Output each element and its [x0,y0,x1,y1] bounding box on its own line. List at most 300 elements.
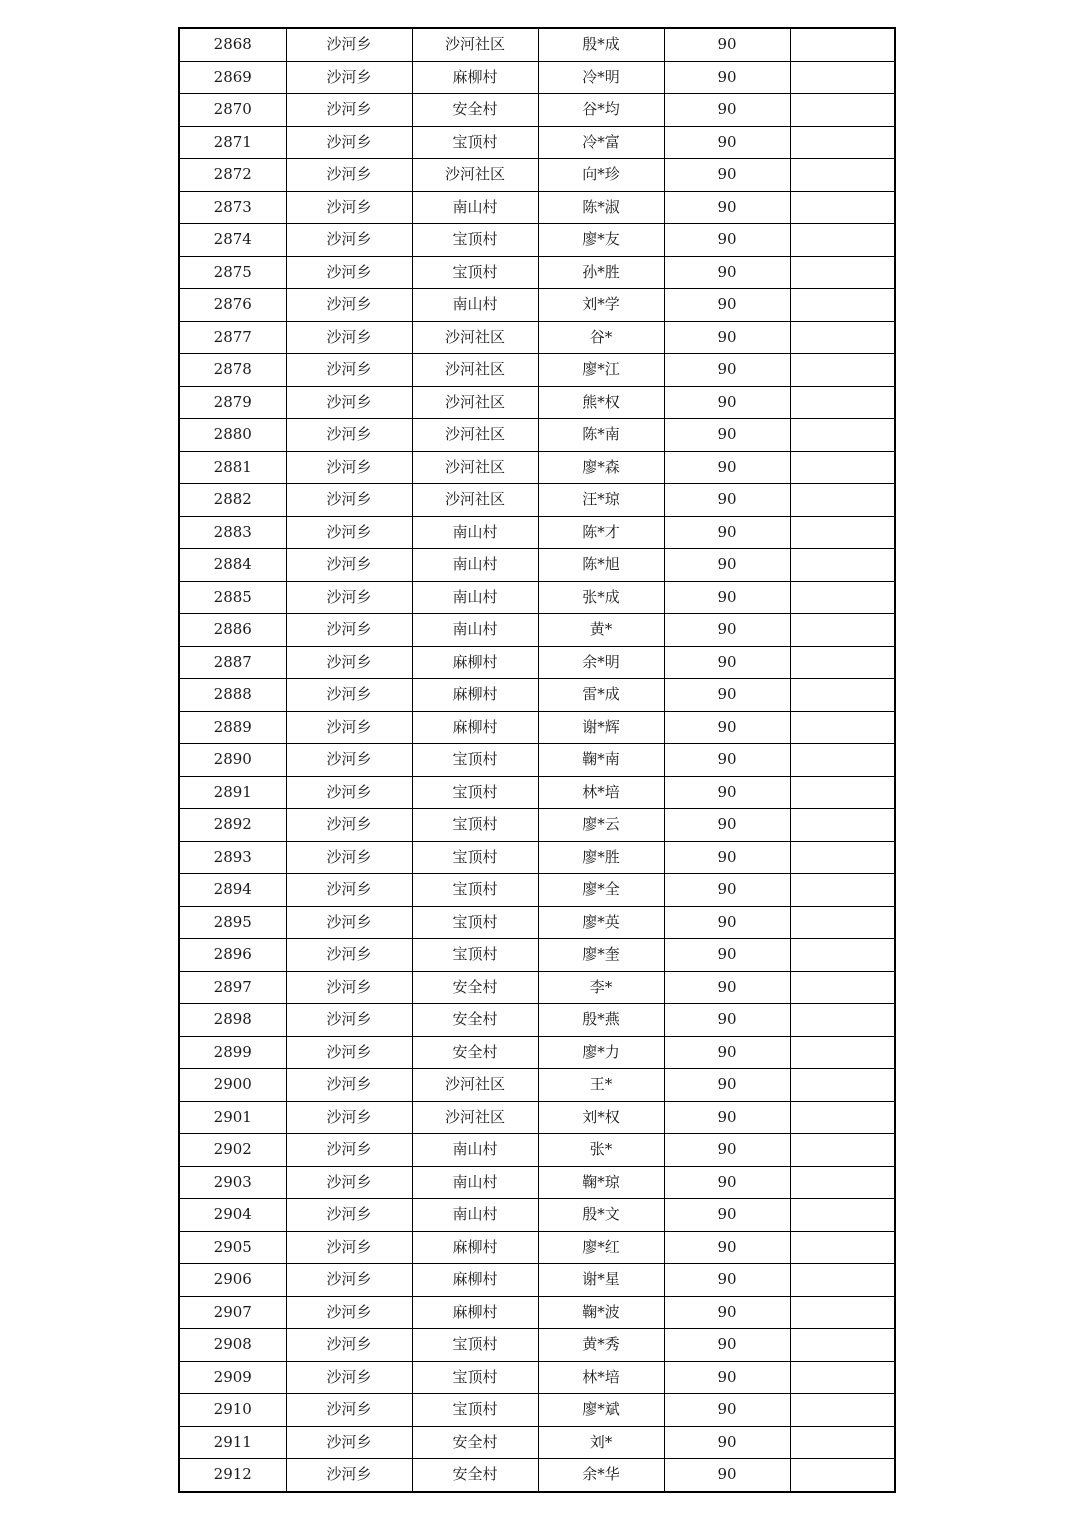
table-row [179,1231,895,1264]
table-row [179,159,895,192]
table-row [179,354,895,387]
cell-number: 2897 [179,971,286,1004]
cell-village: 宝顶村 [412,874,538,907]
cell-remark [790,61,895,94]
cell-amount: 90 [664,874,790,907]
cell-number: 2876 [179,289,286,322]
cell-number: 2871 [179,126,286,159]
cell-remark [790,1329,895,1362]
table-row [179,1426,895,1459]
cell-name: 刘*学 [538,289,664,322]
cell-amount: 90 [664,516,790,549]
cell-name: 刘* [538,1426,664,1459]
table-row [179,94,895,127]
table-row [179,61,895,94]
cell-village: 沙河社区 [412,354,538,387]
cell-village: 麻柳村 [412,711,538,744]
cell-name: 谷* [538,321,664,354]
table-row [179,1134,895,1167]
cell-remark [790,581,895,614]
cell-township: 沙河乡 [286,906,412,939]
cell-amount: 90 [664,451,790,484]
cell-amount: 90 [664,1166,790,1199]
cell-remark [790,224,895,257]
table-row [179,874,895,907]
cell-name: 鞠*波 [538,1296,664,1329]
cell-remark [790,939,895,972]
cell-township: 沙河乡 [286,744,412,777]
cell-remark [790,1296,895,1329]
cell-name: 廖*全 [538,874,664,907]
cell-name: 冷*富 [538,126,664,159]
cell-remark [790,711,895,744]
cell-remark [790,386,895,419]
table-row [179,744,895,777]
cell-township: 沙河乡 [286,776,412,809]
cell-amount: 90 [664,549,790,582]
table-row [179,1394,895,1427]
cell-name: 鞠*南 [538,744,664,777]
cell-amount: 90 [664,386,790,419]
cell-name: 廖*英 [538,906,664,939]
cell-remark [790,28,895,61]
cell-number: 2901 [179,1101,286,1134]
cell-name: 冷*明 [538,61,664,94]
table-row [179,289,895,322]
cell-name: 黄* [538,614,664,647]
cell-amount: 90 [664,289,790,322]
cell-village: 沙河社区 [412,321,538,354]
cell-number: 2906 [179,1264,286,1297]
cell-remark [790,1069,895,1102]
cell-remark [790,906,895,939]
cell-amount: 90 [664,1134,790,1167]
cell-remark [790,1459,895,1492]
cell-amount: 90 [664,1459,790,1492]
cell-amount: 90 [664,94,790,127]
cell-village: 南山村 [412,1134,538,1167]
cell-name: 熊*权 [538,386,664,419]
cell-amount: 90 [664,1296,790,1329]
cell-amount: 90 [664,1329,790,1362]
cell-number: 2905 [179,1231,286,1264]
cell-name: 孙*胜 [538,256,664,289]
cell-number: 2880 [179,419,286,452]
cell-amount: 90 [664,1004,790,1037]
cell-number: 2886 [179,614,286,647]
cell-township: 沙河乡 [286,1004,412,1037]
cell-amount: 90 [664,1426,790,1459]
cell-amount: 90 [664,1394,790,1427]
cell-township: 沙河乡 [286,191,412,224]
cell-township: 沙河乡 [286,1199,412,1232]
table-row [179,549,895,582]
cell-number: 2909 [179,1361,286,1394]
cell-name: 殷*燕 [538,1004,664,1037]
cell-township: 沙河乡 [286,516,412,549]
cell-village: 沙河社区 [412,419,538,452]
cell-name: 向*珍 [538,159,664,192]
cell-remark [790,354,895,387]
cell-village: 南山村 [412,581,538,614]
cell-township: 沙河乡 [286,61,412,94]
table-row [179,191,895,224]
cell-amount: 90 [664,1231,790,1264]
cell-village: 宝顶村 [412,126,538,159]
cell-amount: 90 [664,484,790,517]
cell-amount: 90 [664,126,790,159]
cell-amount: 90 [664,1264,790,1297]
cell-number: 2895 [179,906,286,939]
cell-village: 沙河社区 [412,386,538,419]
cell-amount: 90 [664,679,790,712]
cell-name: 张* [538,1134,664,1167]
table-row [179,1296,895,1329]
cell-village: 宝顶村 [412,906,538,939]
cell-village: 沙河社区 [412,1069,538,1102]
cell-village: 宝顶村 [412,224,538,257]
cell-remark [790,1426,895,1459]
table-row [179,1069,895,1102]
cell-number: 2873 [179,191,286,224]
cell-township: 沙河乡 [286,581,412,614]
cell-name: 谢*辉 [538,711,664,744]
cell-remark [790,776,895,809]
cell-amount: 90 [664,419,790,452]
cell-remark [790,1264,895,1297]
cell-remark [790,971,895,1004]
cell-name: 殷*文 [538,1199,664,1232]
table-row [179,516,895,549]
cell-number: 2881 [179,451,286,484]
cell-township: 沙河乡 [286,451,412,484]
cell-amount: 90 [664,1101,790,1134]
cell-name: 廖*红 [538,1231,664,1264]
cell-number: 2890 [179,744,286,777]
cell-township: 沙河乡 [286,1296,412,1329]
cell-remark [790,191,895,224]
cell-number: 2868 [179,28,286,61]
cell-remark [790,1101,895,1134]
cell-name: 鞠*琼 [538,1166,664,1199]
table-row [179,646,895,679]
table-row [179,679,895,712]
cell-remark [790,841,895,874]
cell-name: 林*培 [538,1361,664,1394]
cell-number: 2882 [179,484,286,517]
cell-name: 廖*奎 [538,939,664,972]
cell-village: 南山村 [412,191,538,224]
cell-township: 沙河乡 [286,1101,412,1134]
table-row [179,386,895,419]
cell-village: 宝顶村 [412,1394,538,1427]
cell-township: 沙河乡 [286,1426,412,1459]
table-row [179,1036,895,1069]
cell-remark [790,549,895,582]
cell-name: 余*华 [538,1459,664,1492]
cell-name: 李* [538,971,664,1004]
cell-number: 2891 [179,776,286,809]
cell-township: 沙河乡 [286,289,412,322]
cell-township: 沙河乡 [286,126,412,159]
cell-village: 宝顶村 [412,1361,538,1394]
cell-village: 沙河社区 [412,1101,538,1134]
table-row [179,1329,895,1362]
cell-village: 安全村 [412,94,538,127]
cell-name: 刘*权 [538,1101,664,1134]
cell-township: 沙河乡 [286,159,412,192]
cell-remark [790,1004,895,1037]
cell-number: 2877 [179,321,286,354]
cell-name: 汪*琼 [538,484,664,517]
table-row [179,939,895,972]
cell-township: 沙河乡 [286,841,412,874]
cell-remark [790,321,895,354]
cell-remark [790,1394,895,1427]
cell-number: 2875 [179,256,286,289]
cell-township: 沙河乡 [286,1329,412,1362]
cell-number: 2885 [179,581,286,614]
cell-village: 南山村 [412,289,538,322]
cell-village: 南山村 [412,614,538,647]
cell-township: 沙河乡 [286,1361,412,1394]
cell-amount: 90 [664,646,790,679]
cell-remark [790,516,895,549]
cell-village: 安全村 [412,1426,538,1459]
cell-number: 2883 [179,516,286,549]
cell-number: 2884 [179,549,286,582]
table-row [179,1004,895,1037]
cell-township: 沙河乡 [286,939,412,972]
cell-remark [790,1361,895,1394]
cell-name: 殷*成 [538,28,664,61]
cell-number: 2896 [179,939,286,972]
cell-remark [790,1231,895,1264]
cell-name: 陈*才 [538,516,664,549]
cell-amount: 90 [664,28,790,61]
cell-township: 沙河乡 [286,386,412,419]
cell-township: 沙河乡 [286,354,412,387]
cell-name: 张*成 [538,581,664,614]
table-row [179,906,895,939]
cell-remark [790,679,895,712]
table-row [179,1459,895,1492]
table-row [179,711,895,744]
cell-township: 沙河乡 [286,874,412,907]
cell-amount: 90 [664,841,790,874]
cell-name: 廖*江 [538,354,664,387]
cell-name: 谢*星 [538,1264,664,1297]
cell-township: 沙河乡 [286,549,412,582]
cell-number: 2879 [179,386,286,419]
cell-village: 南山村 [412,1199,538,1232]
cell-amount: 90 [664,159,790,192]
cell-township: 沙河乡 [286,1394,412,1427]
table-row [179,451,895,484]
cell-name: 廖*森 [538,451,664,484]
cell-number: 2900 [179,1069,286,1102]
cell-number: 2874 [179,224,286,257]
cell-village: 宝顶村 [412,744,538,777]
cell-name: 陈*南 [538,419,664,452]
cell-name: 廖*友 [538,224,664,257]
table-row [179,321,895,354]
cell-remark [790,809,895,842]
cell-name: 林*培 [538,776,664,809]
cell-village: 宝顶村 [412,841,538,874]
cell-village: 沙河社区 [412,159,538,192]
cell-name: 余*明 [538,646,664,679]
cell-number: 2888 [179,679,286,712]
cell-township: 沙河乡 [286,614,412,647]
cell-township: 沙河乡 [286,224,412,257]
cell-village: 麻柳村 [412,61,538,94]
table-row [179,614,895,647]
cell-amount: 90 [664,809,790,842]
cell-name: 黄*秀 [538,1329,664,1362]
cell-village: 安全村 [412,1004,538,1037]
table-row [179,484,895,517]
cell-number: 2878 [179,354,286,387]
cell-number: 2887 [179,646,286,679]
table-row [179,1166,895,1199]
cell-number: 2870 [179,94,286,127]
cell-remark [790,646,895,679]
cell-remark [790,419,895,452]
cell-number: 2910 [179,1394,286,1427]
cell-number: 2912 [179,1459,286,1492]
cell-remark [790,451,895,484]
cell-village: 安全村 [412,1036,538,1069]
cell-name: 谷*均 [538,94,664,127]
cell-village: 沙河社区 [412,484,538,517]
cell-village: 麻柳村 [412,1296,538,1329]
cell-village: 宝顶村 [412,256,538,289]
table-row [179,776,895,809]
cell-number: 2869 [179,61,286,94]
cell-village: 宝顶村 [412,1329,538,1362]
table-row [179,1361,895,1394]
cell-township: 沙河乡 [286,94,412,127]
cell-amount: 90 [664,1199,790,1232]
cell-township: 沙河乡 [286,1166,412,1199]
cell-amount: 90 [664,906,790,939]
roster-table-body [179,28,895,1492]
cell-number: 2892 [179,809,286,842]
cell-amount: 90 [664,581,790,614]
cell-number: 2872 [179,159,286,192]
cell-number: 2907 [179,1296,286,1329]
cell-township: 沙河乡 [286,256,412,289]
cell-amount: 90 [664,1069,790,1102]
table-row [179,419,895,452]
table-row [179,581,895,614]
table-row [179,224,895,257]
cell-amount: 90 [664,224,790,257]
cell-remark [790,94,895,127]
cell-amount: 90 [664,939,790,972]
cell-remark [790,874,895,907]
cell-amount: 90 [664,744,790,777]
cell-name: 陈*旭 [538,549,664,582]
cell-amount: 90 [664,1361,790,1394]
cell-village: 麻柳村 [412,1264,538,1297]
cell-remark [790,159,895,192]
cell-village: 安全村 [412,971,538,1004]
cell-amount: 90 [664,321,790,354]
cell-township: 沙河乡 [286,1069,412,1102]
cell-amount: 90 [664,61,790,94]
cell-name: 廖*胜 [538,841,664,874]
table-row [179,841,895,874]
cell-remark [790,484,895,517]
cell-village: 安全村 [412,1459,538,1492]
cell-township: 沙河乡 [286,809,412,842]
cell-township: 沙河乡 [286,679,412,712]
table-row [179,971,895,1004]
cell-name: 雷*成 [538,679,664,712]
cell-number: 2889 [179,711,286,744]
cell-township: 沙河乡 [286,28,412,61]
table-row [179,28,895,61]
cell-amount: 90 [664,614,790,647]
cell-number: 2894 [179,874,286,907]
roster-table [178,27,896,1493]
table-row [179,1101,895,1134]
cell-number: 2899 [179,1036,286,1069]
cell-township: 沙河乡 [286,321,412,354]
cell-number: 2893 [179,841,286,874]
cell-remark [790,744,895,777]
table-row [179,809,895,842]
cell-township: 沙河乡 [286,1231,412,1264]
cell-village: 沙河社区 [412,28,538,61]
cell-amount: 90 [664,256,790,289]
cell-remark [790,1134,895,1167]
cell-amount: 90 [664,1036,790,1069]
cell-number: 2902 [179,1134,286,1167]
cell-name: 廖*力 [538,1036,664,1069]
table-row [179,1264,895,1297]
cell-village: 麻柳村 [412,679,538,712]
cell-remark [790,1036,895,1069]
cell-name: 王* [538,1069,664,1102]
cell-township: 沙河乡 [286,1134,412,1167]
cell-village: 南山村 [412,516,538,549]
cell-township: 沙河乡 [286,1459,412,1492]
cell-remark [790,126,895,159]
cell-village: 麻柳村 [412,1231,538,1264]
cell-township: 沙河乡 [286,971,412,1004]
cell-remark [790,1166,895,1199]
cell-amount: 90 [664,191,790,224]
cell-name: 陈*淑 [538,191,664,224]
cell-amount: 90 [664,711,790,744]
cell-remark [790,614,895,647]
cell-village: 宝顶村 [412,809,538,842]
cell-name: 廖*斌 [538,1394,664,1427]
cell-amount: 90 [664,776,790,809]
cell-number: 2903 [179,1166,286,1199]
cell-number: 2911 [179,1426,286,1459]
cell-remark [790,256,895,289]
cell-number: 2908 [179,1329,286,1362]
cell-remark [790,289,895,322]
cell-number: 2904 [179,1199,286,1232]
cell-village: 沙河社区 [412,451,538,484]
cell-remark [790,1199,895,1232]
cell-township: 沙河乡 [286,1264,412,1297]
